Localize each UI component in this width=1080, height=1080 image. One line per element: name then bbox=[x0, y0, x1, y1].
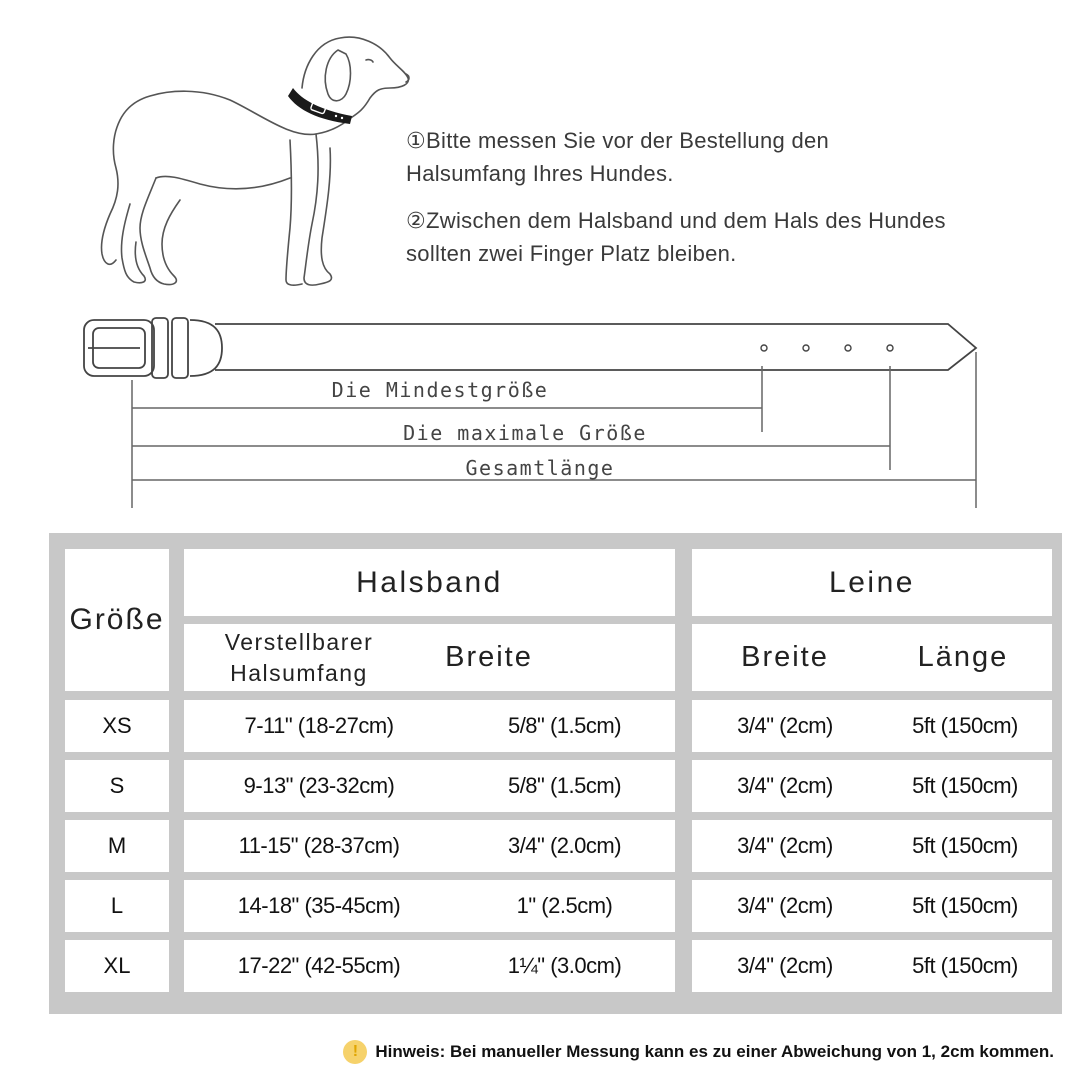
leash-width-header: Breite bbox=[741, 641, 829, 673]
collar-width-cell: 5/8" (1.5cm) bbox=[507, 713, 622, 738]
leash-header bbox=[692, 549, 1052, 616]
dog-illustration bbox=[90, 28, 420, 293]
neck-cell: 9-13" (23-32cm) bbox=[243, 773, 395, 798]
warning-icon: ! bbox=[343, 1040, 367, 1064]
instruction-1-line2: Halsumfang Ihres Hundes. bbox=[406, 161, 674, 186]
leash-width-cell: 3/4" (2cm) bbox=[737, 833, 833, 858]
neck-cell: 7-11" (18-27cm) bbox=[244, 713, 394, 738]
collar-width-cell: 1¼" (3.0cm) bbox=[507, 953, 622, 978]
instruction-2 bbox=[406, 204, 1056, 270]
max-size-label: Die maximale Größe bbox=[403, 421, 647, 445]
note-text: Hinweis: Bei manueller Messung kann es zu einer Abweichung von 1, 2cm kommen. bbox=[375, 1042, 1054, 1061]
size-cell: M bbox=[107, 833, 127, 858]
size-cell: XS bbox=[102, 713, 132, 738]
collar-header-label: Halsband bbox=[356, 565, 503, 599]
size-cell: XL bbox=[103, 953, 131, 978]
leash-width-cell: 3/4" (2cm) bbox=[737, 953, 833, 978]
instruction-2-line2: sollten zwei Finger Platz bleiben. bbox=[406, 241, 737, 266]
collar-header bbox=[184, 549, 675, 616]
measurement-note bbox=[343, 1040, 1054, 1064]
size-header-label: Größe bbox=[69, 603, 165, 636]
size-table bbox=[49, 533, 1062, 1014]
leash-length-cell: 5ft (150cm) bbox=[912, 953, 1018, 978]
min-size-label: Die Mindestgröße bbox=[331, 378, 549, 402]
size-header bbox=[65, 549, 169, 691]
neck-cell: 11-15" (28-37cm) bbox=[238, 833, 400, 858]
collar-subheader-row bbox=[184, 624, 675, 691]
leash-length-cell: 5ft (150cm) bbox=[912, 833, 1018, 858]
leash-width-cell: 3/4" (2cm) bbox=[737, 893, 833, 918]
collar-width-cell: 5/8" (1.5cm) bbox=[507, 773, 622, 798]
leash-length-cell: 5ft (150cm) bbox=[912, 773, 1018, 798]
size-cell: L bbox=[110, 893, 124, 918]
instruction-2-line1: Zwischen dem Halsband und dem Hals des Hundes bbox=[426, 208, 946, 233]
leash-width-cell: 3/4" (2cm) bbox=[737, 773, 833, 798]
leash-width-cell: 3/4" (2cm) bbox=[737, 713, 833, 738]
neck-header-line1: Verstellbarer bbox=[224, 628, 374, 655]
neck-cell: 17-22" (42-55cm) bbox=[237, 953, 401, 978]
total-length-label: Gesamtlänge bbox=[465, 456, 615, 480]
instruction-1 bbox=[406, 124, 1056, 190]
size-cell: S bbox=[109, 773, 125, 798]
collar-width-cell: 1" (2.5cm) bbox=[516, 893, 613, 918]
collar-width-header: Breite bbox=[445, 641, 533, 673]
leash-subheader-row bbox=[692, 624, 1052, 691]
neck-cell: 14-18" (35-45cm) bbox=[237, 893, 401, 918]
leash-header-label: Leine bbox=[829, 565, 915, 599]
collar-diagram bbox=[80, 308, 990, 518]
leash-length-header: Länge bbox=[917, 641, 1009, 673]
neck-header-line2: Halsumfang bbox=[230, 659, 368, 686]
instruction-1-line1: Bitte messen Sie vor der Bestellung den bbox=[426, 128, 830, 153]
instruction-1-number: ① bbox=[406, 128, 427, 153]
neck-header bbox=[184, 627, 414, 689]
leash-length-cell: 5ft (150cm) bbox=[912, 713, 1018, 738]
collar-width-cell: 3/4" (2.0cm) bbox=[507, 833, 622, 858]
instruction-2-number: ② bbox=[406, 208, 427, 233]
leash-length-cell: 5ft (150cm) bbox=[912, 893, 1018, 918]
